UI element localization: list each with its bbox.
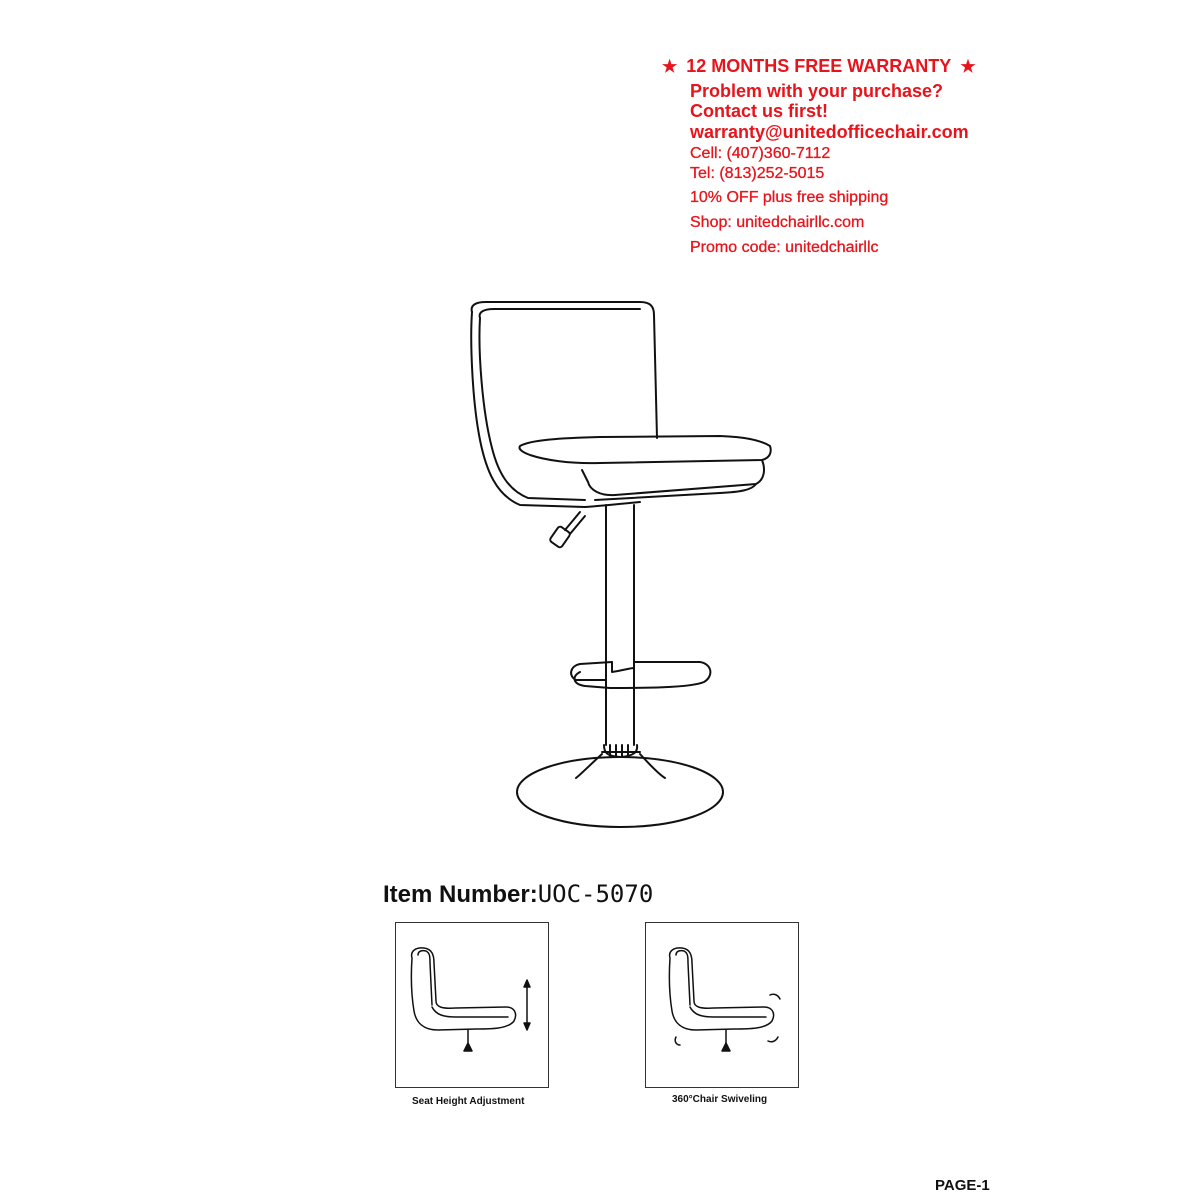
swivel-feature-panel [645,922,799,1088]
warranty-tel-phone: Tel: (813)252-5015 [690,165,825,182]
warranty-problem-line: Problem with your purchase? [690,81,944,101]
item-number-label: Item Number: [383,881,538,908]
swivel-caption: 360°Chair Swiveling [672,1094,768,1105]
swivel-arrows-icon [646,923,798,1087]
seat-height-feature-panel [395,922,549,1088]
page-number: PAGE-1 [935,1177,990,1194]
warranty-title-row [662,57,976,75]
warranty-promo-code: Promo code: unitedchairllc [690,239,879,256]
seat-height-caption: Seat Height Adjustment [412,1096,525,1107]
bar-stool-illustration [440,290,800,840]
star-icon: ★ [662,57,678,76]
item-number-code: UOC-5070 [537,880,654,908]
warranty-email-link[interactable]: warranty@unitedofficechair.com [690,122,969,142]
warranty-contact-line: Contact us first! [690,101,829,121]
warranty-title: 12 MONTHS FREE WARRANTY [686,56,952,76]
warranty-discount-line: 10% OFF plus free shipping [690,189,889,206]
star-icon: ★ [960,57,976,76]
height-adjust-arrows-icon [396,923,548,1087]
warranty-shop-link[interactable]: Shop: unitedchairllc.com [690,214,865,231]
item-number [383,880,653,909]
warranty-cell-phone: Cell: (407)360-7112 [690,145,831,162]
